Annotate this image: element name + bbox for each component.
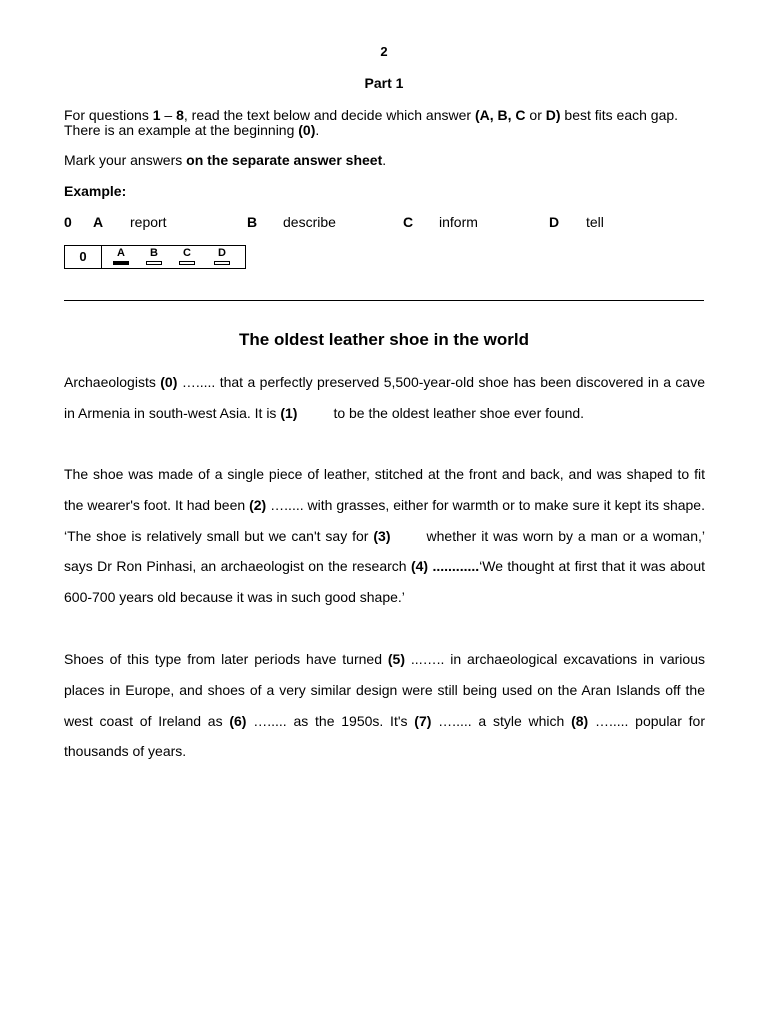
answer-option-d: D — [212, 247, 232, 265]
gap-6: (6) — [229, 712, 247, 729]
option-word-c: inform — [439, 214, 478, 230]
answer-mark-c — [179, 261, 195, 265]
instructions-answer-sheet: Mark your answers on the separate answer sheet. — [64, 152, 387, 168]
option-letter-b: B — [247, 214, 258, 230]
gap-4: (4) ............ — [410, 558, 480, 575]
option-letter-a: A — [93, 214, 104, 230]
option-word-b: describe — [283, 214, 336, 230]
answer-option-a: A — [111, 247, 131, 265]
gap-5: (5) — [387, 651, 406, 667]
example-heading: Example: — [64, 183, 127, 199]
answer-mark-d — [214, 261, 230, 265]
gap-0: (0) — [160, 374, 178, 390]
answer-option-b: B — [144, 247, 164, 265]
answer-grid-number: 0 — [65, 246, 102, 268]
option-letter-c: C — [403, 214, 414, 230]
gap-8: (8) — [571, 712, 589, 729]
example-number: 0 — [64, 214, 72, 230]
gap-3: (3) — [373, 527, 391, 544]
answer-mark-a-filled — [113, 261, 129, 265]
paragraph-3: Shoes of this type from later periods have turned (5) ...….. in archaeological excavations in various places in Europe, and shoes of a very similar design were still being used on the Aran Islands off the west coast of Ireland as (6) …..... as the 1950s. It's (7) …..... a style which (8) …..... popular for thousands of years. — [64, 651, 705, 760]
example-answer-grid — [64, 245, 246, 269]
option-word-d: tell — [586, 214, 604, 230]
paragraph-2: The shoe was made of a single piece of leather, stitched at the front and back, and was shaped to fit the wearer's foot. It had been (2) …..... with grasses, either for warmth or to make sure it kept its shape. ‘The shoe is relatively small but we can't say for (3) whether it was worn by a man or a woman,’ says Dr Ron Pinhasi, an archaeologist on the research (4) ............‘We thought at first that it was about 600-700 years old because it was in such good shape.’ — [64, 466, 705, 606]
gap-7: (7) — [414, 712, 432, 729]
gap-2: (2) — [249, 496, 267, 513]
option-letter-d: D — [549, 214, 560, 230]
page-number: 2 — [380, 44, 388, 59]
example-options — [64, 214, 704, 230]
article-title: The oldest leather shoe in the world — [239, 330, 529, 349]
part-title: Part 1 — [364, 75, 404, 91]
section-divider — [64, 300, 704, 301]
option-word-a: report — [130, 214, 167, 230]
answer-option-c: C — [177, 247, 197, 265]
gap-1: (1) — [280, 404, 298, 421]
paragraph-1: Archaeologists (0) …..... that a perfectly preserved 5,500-year-old shoe has been discovered in a cave in Armenia in south-west Asia. It is (1) to be the oldest leather shoe ever found. — [64, 374, 706, 421]
instructions-questions: For questions 1 – 8, read the text below and decide which answer (A, B, C or D) best fits each gap. There is an example at the beginning (0). — [64, 107, 679, 138]
answer-mark-b — [146, 261, 162, 265]
